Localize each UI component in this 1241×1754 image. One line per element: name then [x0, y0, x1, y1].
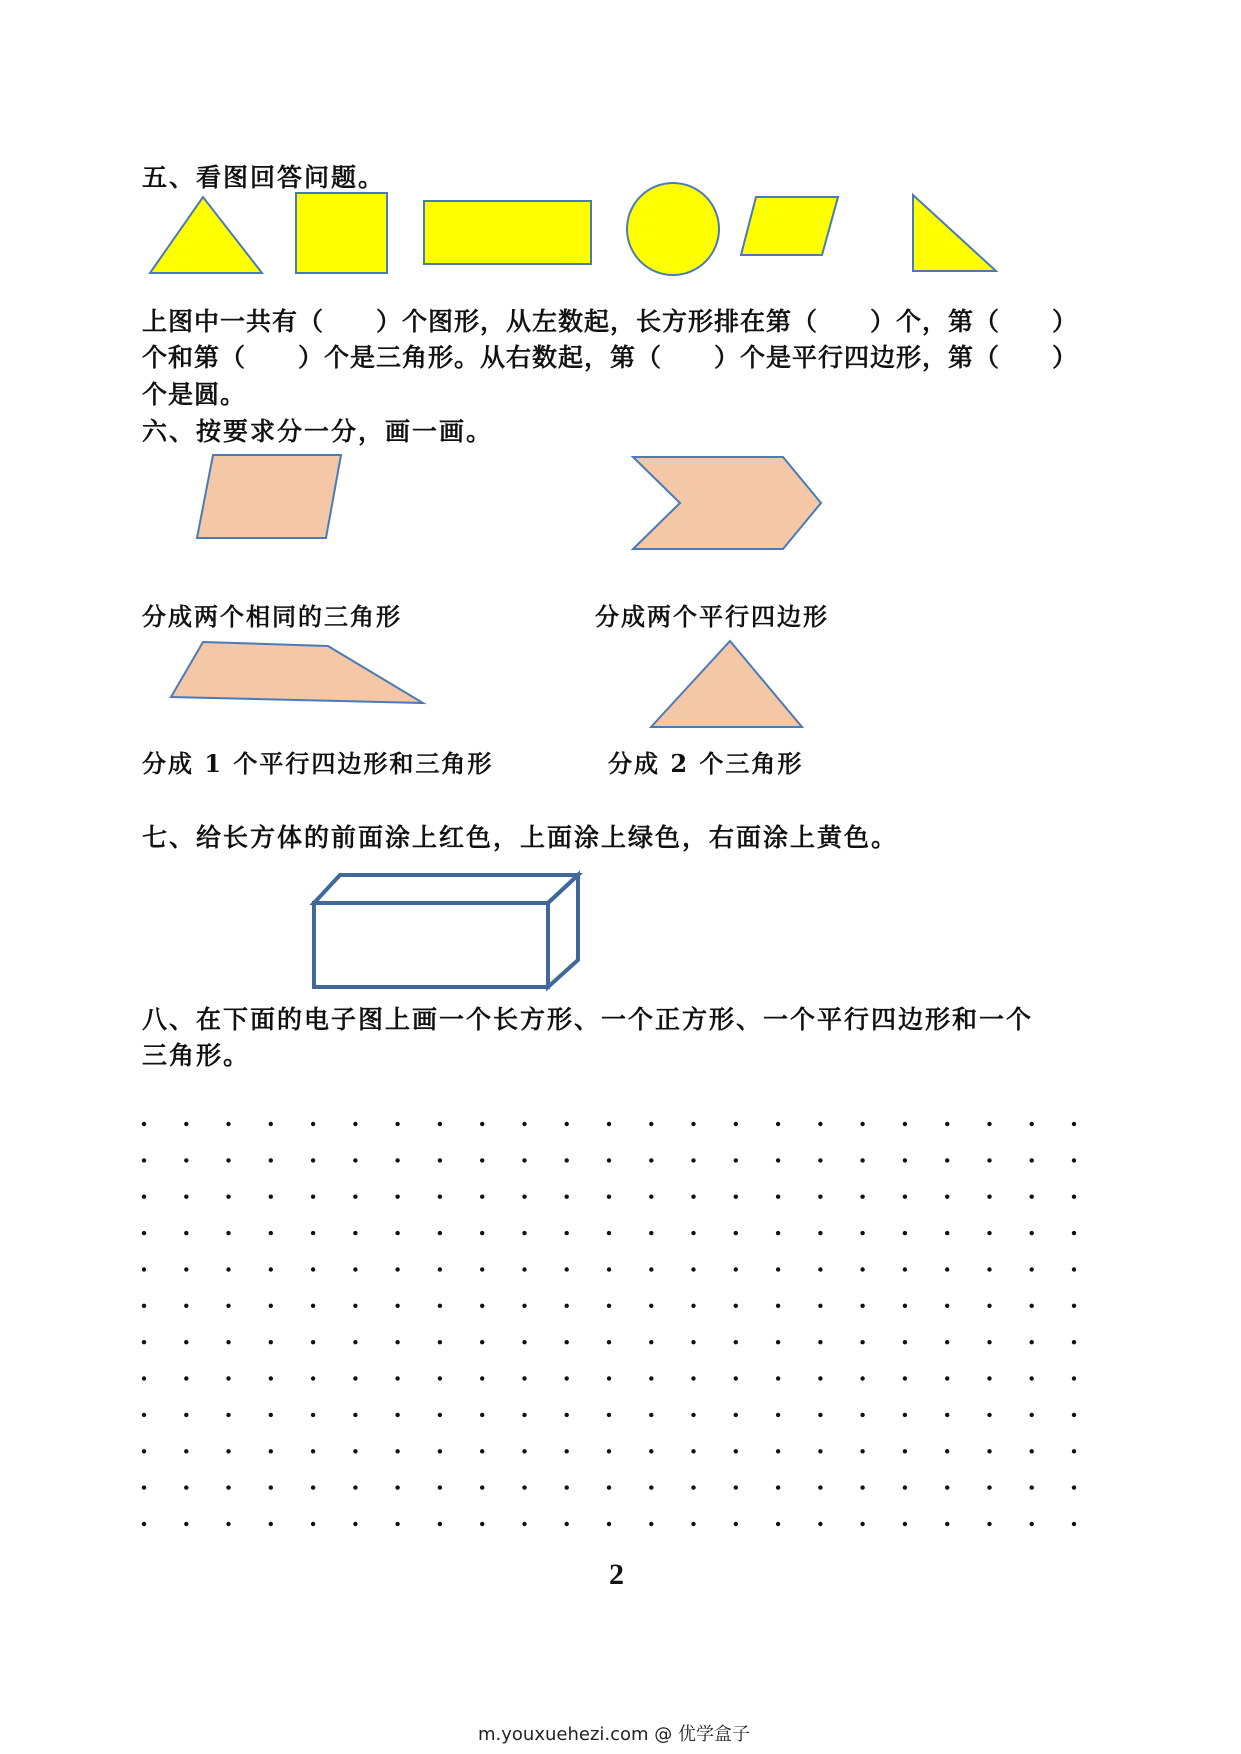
grid-dot: [734, 1413, 738, 1417]
grid-dot: [649, 1304, 653, 1308]
grid-dot: [903, 1485, 907, 1489]
grid-dot: [269, 1485, 273, 1489]
grid-dot: [565, 1485, 569, 1489]
grid-dot: [395, 1158, 399, 1162]
grid-dot: [565, 1449, 569, 1453]
grid-dot: [142, 1231, 146, 1235]
grid-dot: [945, 1522, 949, 1526]
grid-dot: [860, 1267, 864, 1271]
grid-dot: [607, 1413, 611, 1417]
grid-dot: [734, 1195, 738, 1199]
section-5-heading: 五、看图回答问题。: [142, 163, 386, 192]
grid-dot: [353, 1122, 357, 1126]
grid-dot: [691, 1449, 695, 1453]
caption-two-parallelograms: 分成两个平行四边形: [595, 602, 829, 631]
grid-dot: [438, 1158, 442, 1162]
grid-dot: [353, 1267, 357, 1271]
grid-dot: [1030, 1158, 1034, 1162]
grid-dot: [565, 1413, 569, 1417]
grid-dot: [438, 1267, 442, 1271]
grid-dot: [1072, 1267, 1076, 1271]
grid-dot: [649, 1267, 653, 1271]
grid-dot: [226, 1158, 230, 1162]
grid-dot: [1072, 1449, 1076, 1453]
grid-dot: [945, 1304, 949, 1308]
grid-dot: [522, 1376, 526, 1380]
grid-dot: [1072, 1413, 1076, 1417]
grid-dot: [649, 1195, 653, 1199]
grid-dot: [734, 1158, 738, 1162]
grid-dot: [226, 1195, 230, 1199]
grid-dot: [311, 1340, 315, 1344]
grid-dot: [353, 1304, 357, 1308]
grid-dot: [142, 1340, 146, 1344]
grid-dot: [311, 1376, 315, 1380]
grid-dot: [945, 1195, 949, 1199]
grid-dot: [776, 1449, 780, 1453]
grid-dot: [142, 1376, 146, 1380]
grid-dot: [395, 1122, 399, 1126]
grid-dot: [649, 1122, 653, 1126]
grid-dot: [522, 1231, 526, 1235]
grid-dot: [438, 1376, 442, 1380]
grid-dot: [776, 1231, 780, 1235]
grid-dot: [184, 1158, 188, 1162]
grid-dot: [776, 1376, 780, 1380]
grid-dot: [987, 1304, 991, 1308]
grid-dot: [522, 1122, 526, 1126]
caption-two-triangles: 分成两个相同的三角形: [142, 602, 402, 631]
grid-dot: [522, 1304, 526, 1308]
grid-dot: [860, 1158, 864, 1162]
grid-dot: [734, 1231, 738, 1235]
grid-dot: [269, 1267, 273, 1271]
grid-dot: [1030, 1413, 1034, 1417]
grid-dot: [649, 1522, 653, 1526]
section-8-heading-line-1: 八、在下面的电子图上画一个长方形、一个正方形、一个平行四边形和一个: [142, 1005, 1034, 1034]
grid-dot: [142, 1267, 146, 1271]
grid-dot: [860, 1304, 864, 1308]
grid-dot: [311, 1122, 315, 1126]
grid-dot: [1030, 1376, 1034, 1380]
grid-dot: [395, 1522, 399, 1526]
page-number: 2: [609, 1558, 624, 1591]
grid-dot: [649, 1449, 653, 1453]
grid-dot: [945, 1267, 949, 1271]
grid-dot: [184, 1449, 188, 1453]
grid-dot: [1072, 1376, 1076, 1380]
grid-dot: [480, 1376, 484, 1380]
grid-dot: [987, 1522, 991, 1526]
grid-dot: [184, 1304, 188, 1308]
grid-dot: [565, 1195, 569, 1199]
grid-dot: [522, 1158, 526, 1162]
grid-dot: [903, 1122, 907, 1126]
grid-dot: [607, 1231, 611, 1235]
grid-dot: [184, 1122, 188, 1126]
grid-dot: [1030, 1449, 1034, 1453]
grid-dot: [945, 1485, 949, 1489]
grid-dot: [438, 1522, 442, 1526]
grid-dot: [860, 1449, 864, 1453]
grid-dot: [565, 1122, 569, 1126]
grid-dot: [903, 1449, 907, 1453]
grid-dot: [607, 1485, 611, 1489]
grid-dot: [691, 1304, 695, 1308]
grid-dot: [480, 1413, 484, 1417]
grid-dot: [269, 1449, 273, 1453]
grid-dot: [945, 1158, 949, 1162]
grid-dot: [226, 1267, 230, 1271]
grid-dot: [269, 1376, 273, 1380]
grid-dot: [311, 1195, 315, 1199]
section-5-question-line-3: 个是圆。: [142, 380, 247, 409]
grid-dot: [1072, 1485, 1076, 1489]
grid-dot: [691, 1158, 695, 1162]
grid-dot: [1072, 1158, 1076, 1162]
grid-dot: [226, 1304, 230, 1308]
grid-dot: [438, 1195, 442, 1199]
grid-dot: [226, 1122, 230, 1126]
grid-dot: [184, 1231, 188, 1235]
grid-dot: [691, 1522, 695, 1526]
grid-dot: [945, 1231, 949, 1235]
grid-dot: [818, 1267, 822, 1271]
grid-dot: [269, 1122, 273, 1126]
section-5-question-line-2: 个和第（ ）个是三角形。从右数起，第（ ）个是平行四边形，第（ ）: [142, 343, 1079, 372]
grid-dot: [395, 1340, 399, 1344]
grid-dot: [311, 1231, 315, 1235]
grid-dot: [353, 1195, 357, 1199]
section-6-heading: 六、按要求分一分，画一画。: [142, 417, 494, 446]
grid-dot: [311, 1158, 315, 1162]
grid-dot: [987, 1485, 991, 1489]
grid-dot: [480, 1158, 484, 1162]
grid-dot: [142, 1158, 146, 1162]
grid-dot: [734, 1376, 738, 1380]
grid-dot: [565, 1376, 569, 1380]
grid-dot: [1072, 1304, 1076, 1308]
grid-dot: [1030, 1340, 1034, 1344]
grid-dot: [649, 1413, 653, 1417]
grid-dot: [184, 1340, 188, 1344]
grid-dot: [353, 1376, 357, 1380]
grid-dot: [649, 1376, 653, 1380]
grid-dot: [818, 1122, 822, 1126]
grid-dot: [226, 1231, 230, 1235]
grid-dot: [184, 1413, 188, 1417]
grid-dot: [395, 1413, 399, 1417]
grid-dot: [1072, 1195, 1076, 1199]
grid-dot: [480, 1267, 484, 1271]
grid-dot: [438, 1231, 442, 1235]
grid-dot: [649, 1158, 653, 1162]
grid-dot: [987, 1158, 991, 1162]
grid-dot: [1030, 1231, 1034, 1235]
grid-dot: [860, 1195, 864, 1199]
grid-dot: [903, 1340, 907, 1344]
grid-dot: [987, 1267, 991, 1271]
grid-dot: [945, 1376, 949, 1380]
grid-dot: [691, 1231, 695, 1235]
grid-dot: [438, 1340, 442, 1344]
section-7-heading: 七、给长方体的前面涂上红色，上面涂上绿色，右面涂上黄色。: [142, 823, 899, 852]
grid-dot: [776, 1158, 780, 1162]
grid-dot: [818, 1340, 822, 1344]
grid-dot: [269, 1304, 273, 1308]
section-5-question-line-1: 上图中一共有（ ）个图形，从左数起，长方形排在第（ ）个，第（ ）: [142, 307, 1079, 336]
grid-dot: [818, 1449, 822, 1453]
grid-dot: [903, 1304, 907, 1308]
grid-dot: [395, 1304, 399, 1308]
grid-dot: [903, 1195, 907, 1199]
grid-dot: [945, 1122, 949, 1126]
grid-dot: [987, 1231, 991, 1235]
grid-dot: [311, 1485, 315, 1489]
grid-dot: [607, 1195, 611, 1199]
grid-dot: [607, 1340, 611, 1344]
grid-dot: [818, 1231, 822, 1235]
grid-dot: [691, 1485, 695, 1489]
grid-dot: [776, 1522, 780, 1526]
grid-dot: [860, 1231, 864, 1235]
grid-dot: [734, 1122, 738, 1126]
grid-dot: [353, 1522, 357, 1526]
grid-dot: [480, 1122, 484, 1126]
grid-dot: [776, 1195, 780, 1199]
grid-dot: [1072, 1122, 1076, 1126]
grid-dot: [1030, 1485, 1034, 1489]
grid-dot: [607, 1158, 611, 1162]
grid-dot: [353, 1413, 357, 1417]
grid-dot: [480, 1485, 484, 1489]
grid-dot: [522, 1413, 526, 1417]
grid-dot: [395, 1376, 399, 1380]
grid-dot: [734, 1522, 738, 1526]
grid-dot: [184, 1522, 188, 1526]
grid-dot: [395, 1449, 399, 1453]
grid-dot: [226, 1376, 230, 1380]
grid-dot: [776, 1485, 780, 1489]
grid-dot: [522, 1449, 526, 1453]
grid-dot: [734, 1485, 738, 1489]
grid-dot: [438, 1413, 442, 1417]
grid-dot: [438, 1122, 442, 1126]
grid-dot: [438, 1304, 442, 1308]
grid-dot: [691, 1267, 695, 1271]
grid-dot: [987, 1413, 991, 1417]
grid-dot: [226, 1340, 230, 1344]
grid-dot: [522, 1522, 526, 1526]
grid-dot: [142, 1449, 146, 1453]
grid-dot: [818, 1485, 822, 1489]
grid-dot: [691, 1340, 695, 1344]
grid-dot: [860, 1522, 864, 1526]
grid-dot: [438, 1449, 442, 1453]
grid-dot: [522, 1267, 526, 1271]
grid-dot: [1030, 1122, 1034, 1126]
grid-dot: [1030, 1267, 1034, 1271]
grid-dot: [691, 1122, 695, 1126]
grid-dot: [395, 1231, 399, 1235]
grid-dot: [565, 1267, 569, 1271]
grid-dot: [776, 1267, 780, 1271]
grid-dot: [945, 1413, 949, 1417]
grid-dot: [607, 1304, 611, 1308]
grid-dot: [311, 1522, 315, 1526]
grid-dot: [691, 1376, 695, 1380]
grid-dot: [903, 1267, 907, 1271]
grid-dot: [226, 1485, 230, 1489]
grid-dot: [142, 1485, 146, 1489]
grid-dot: [142, 1304, 146, 1308]
grid-dot: [818, 1158, 822, 1162]
grid-dot: [776, 1340, 780, 1344]
grid-dot: [860, 1413, 864, 1417]
grid-dot: [734, 1267, 738, 1271]
grid-dot: [987, 1122, 991, 1126]
grid-dot: [565, 1340, 569, 1344]
grid-dot: [142, 1413, 146, 1417]
grid-dot: [480, 1231, 484, 1235]
grid-dot: [691, 1413, 695, 1417]
grid-dot: [142, 1522, 146, 1526]
grid-dot: [607, 1376, 611, 1380]
grid-dot: [903, 1522, 907, 1526]
grid-dot: [987, 1195, 991, 1199]
grid-dot: [480, 1522, 484, 1526]
grid-dot: [607, 1449, 611, 1453]
grid-dot: [353, 1158, 357, 1162]
grid-dot: [945, 1449, 949, 1453]
grid-dot: [903, 1231, 907, 1235]
grid-dot: [184, 1485, 188, 1489]
grid-dot: [818, 1376, 822, 1380]
grid-dot: [522, 1195, 526, 1199]
grid-dot: [818, 1413, 822, 1417]
grid-dot: [860, 1122, 864, 1126]
grid-dot: [607, 1267, 611, 1271]
grid-dot: [269, 1158, 273, 1162]
grid-dot: [1030, 1304, 1034, 1308]
grid-dot: [1072, 1522, 1076, 1526]
grid-dot: [565, 1158, 569, 1162]
caption-parallelogram-and-triangle: 分成 1 个平行四边形和三角形: [142, 749, 494, 778]
grid-dot: [480, 1195, 484, 1199]
grid-dot: [269, 1195, 273, 1199]
grid-dot: [649, 1231, 653, 1235]
grid-dot: [987, 1376, 991, 1380]
grid-dot: [1030, 1522, 1034, 1526]
grid-dot: [353, 1231, 357, 1235]
grid-dot: [142, 1195, 146, 1199]
grid-dot: [353, 1485, 357, 1489]
grid-dot: [395, 1267, 399, 1271]
grid-dot: [311, 1449, 315, 1453]
grid-dot: [480, 1340, 484, 1344]
grid-dot: [565, 1304, 569, 1308]
grid-dot: [395, 1485, 399, 1489]
grid-dot: [860, 1340, 864, 1344]
grid-dot: [734, 1340, 738, 1344]
grid-dot: [607, 1522, 611, 1526]
grid-dot: [818, 1195, 822, 1199]
grid-dot: [860, 1376, 864, 1380]
grid-dot: [353, 1449, 357, 1453]
grid-dot: [269, 1231, 273, 1235]
grid-dot: [480, 1449, 484, 1453]
grid-dot: [649, 1485, 653, 1489]
grid-dot: [311, 1267, 315, 1271]
grid-dot: [776, 1304, 780, 1308]
grid-dot: [565, 1522, 569, 1526]
grid-dot: [987, 1340, 991, 1344]
grid-dot: [311, 1413, 315, 1417]
section-8-heading-line-2: 三角形。: [142, 1041, 251, 1070]
grid-dot: [480, 1304, 484, 1308]
grid-dot: [522, 1485, 526, 1489]
grid-dot: [607, 1122, 611, 1126]
grid-dot: [142, 1122, 146, 1126]
grid-dot: [1072, 1231, 1076, 1235]
grid-dot: [818, 1522, 822, 1526]
grid-dot: [269, 1522, 273, 1526]
grid-dot: [438, 1485, 442, 1489]
grid-dot: [776, 1413, 780, 1417]
grid-dot: [945, 1340, 949, 1344]
caption-two-triangles-b: 分成 2 个三角形: [608, 749, 804, 778]
grid-dot: [1072, 1340, 1076, 1344]
grid-dot: [776, 1122, 780, 1126]
grid-dot: [226, 1522, 230, 1526]
footer-watermark: m.youxuehezi.com @ 优学盒子: [478, 1724, 751, 1745]
grid-dot: [818, 1304, 822, 1308]
grid-dot: [269, 1413, 273, 1417]
grid-dot: [395, 1195, 399, 1199]
grid-dot: [734, 1449, 738, 1453]
grid-dot: [734, 1304, 738, 1308]
grid-dot: [353, 1340, 357, 1344]
grid-dot: [226, 1413, 230, 1417]
grid-dot: [311, 1304, 315, 1308]
grid-dot: [903, 1158, 907, 1162]
grid-dot: [987, 1449, 991, 1453]
grid-dot: [522, 1340, 526, 1344]
grid-dot: [565, 1231, 569, 1235]
grid-dot: [1030, 1195, 1034, 1199]
grid-dot: [903, 1376, 907, 1380]
grid-dot: [184, 1267, 188, 1271]
grid-dot: [184, 1376, 188, 1380]
grid-dot: [691, 1195, 695, 1199]
grid-dot: [903, 1413, 907, 1417]
grid-dot: [649, 1340, 653, 1344]
grid-dot: [860, 1485, 864, 1489]
grid-dot: [226, 1449, 230, 1453]
grid-dot: [184, 1195, 188, 1199]
grid-dot: [269, 1340, 273, 1344]
